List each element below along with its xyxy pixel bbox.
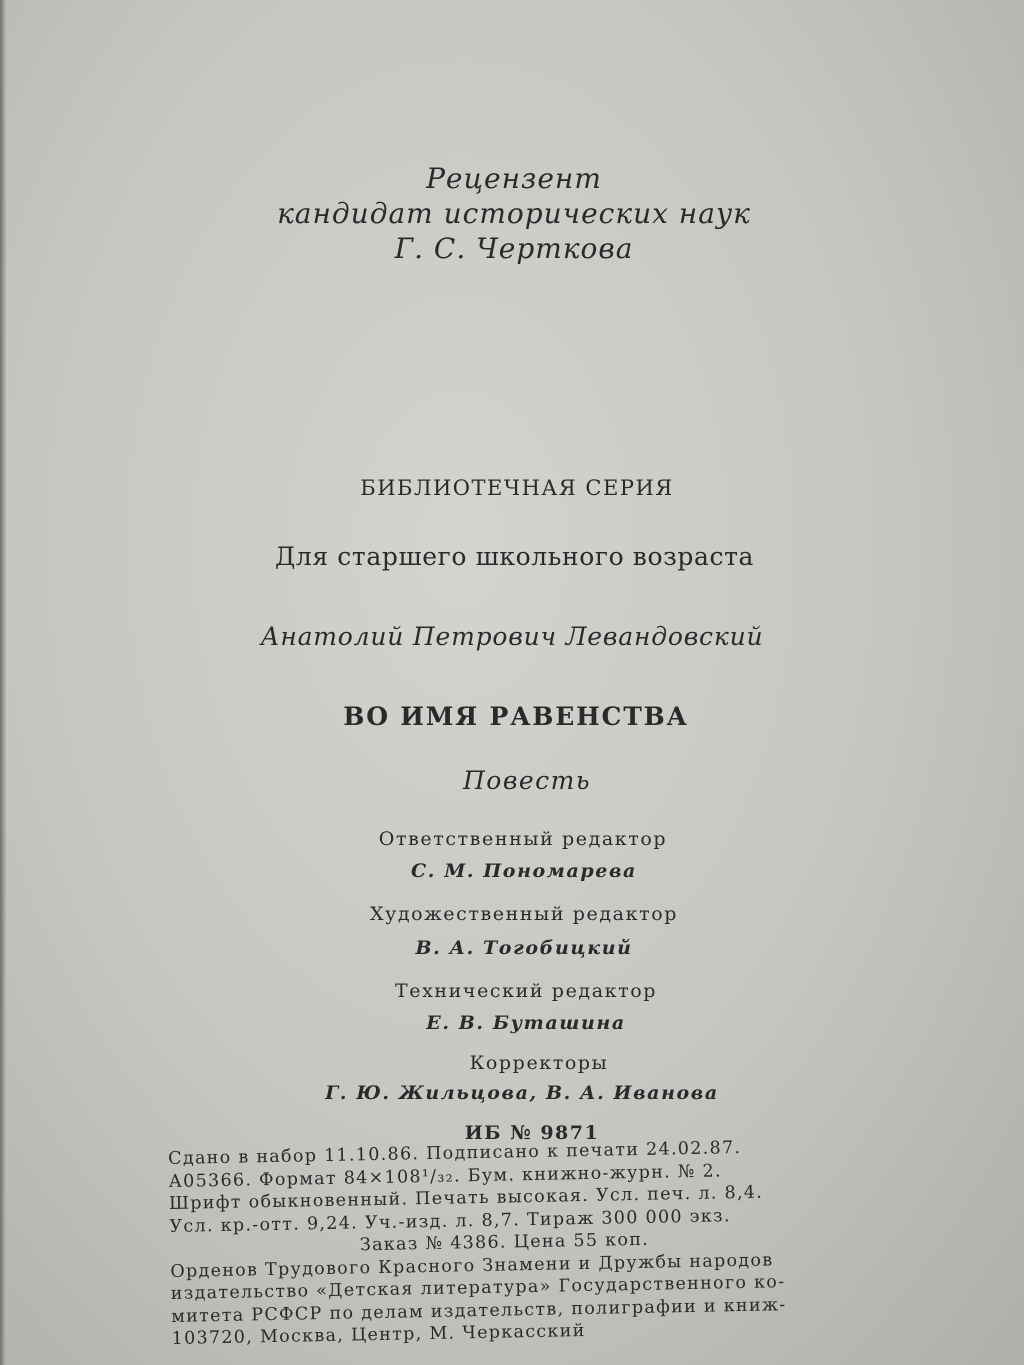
imprint-line: А05366. Формат 84×108¹/₃₂. Бум. книжно-журн. № 2. bbox=[168, 1160, 723, 1192]
book-genre: Повесть bbox=[462, 766, 592, 795]
imprint-line: Сдано в набор 11.10.86. Подписано к печати 24.02.87. bbox=[168, 1137, 742, 1169]
imprint-line: митета РСФСР по делам издательств, полиграфии и книж- bbox=[171, 1294, 787, 1327]
credit-person-technical-editor: Е. В. Буташина bbox=[426, 1012, 626, 1034]
imprint-line: 103720, Москва, Центр, М. Черкасский bbox=[171, 1321, 586, 1349]
reviewer-degree: кандидат исторических наук bbox=[277, 197, 751, 230]
imprint-line: Усл. кр.-отт. 9,24. Уч.-изд. л. 8,7. Тираж 300 000 экз. bbox=[169, 1205, 731, 1237]
series-label: БИБЛИОТЕЧНАЯ СЕРИЯ bbox=[360, 476, 674, 500]
credit-person-responsible-editor: С. М. Пономарева bbox=[411, 860, 637, 882]
imprint-line: Шрифт обыкновенный. Печать высокая. Усл. печ. л. 8,4. bbox=[168, 1182, 764, 1214]
book-title: ВО ИМЯ РАВЕНСТВА bbox=[343, 702, 689, 731]
credit-role-art-editor: Художественный редактор bbox=[369, 903, 679, 925]
credit-person-art-editor: В. А. Тогобицкий bbox=[415, 937, 633, 959]
audience-label: Для старшего школьного возраста bbox=[274, 542, 755, 571]
imprint-line: Заказ № 4386. Цена 55 коп. bbox=[359, 1229, 650, 1256]
reviewer-name: Г. С. Черткова bbox=[394, 232, 634, 265]
imprint-line: Орденов Трудового Красного Знамени и Дружбы народов bbox=[170, 1249, 774, 1282]
credit-role-technical-editor: Технический редактор bbox=[394, 980, 658, 1002]
credit-role-responsible-editor: Ответственный редактор bbox=[378, 828, 668, 850]
imprint-line: издательство «Детская литература» Государственного ко- bbox=[170, 1272, 786, 1304]
ib-number: ИБ № 9871 bbox=[464, 1122, 600, 1144]
imprint-block bbox=[168, 1135, 872, 1351]
reviewer-role: Рецензент bbox=[426, 162, 602, 195]
author-name: Анатолий Петрович Левандовский bbox=[260, 622, 764, 651]
credit-role-proofreaders: Корректоры bbox=[469, 1052, 609, 1074]
credit-person-proofreaders: Г. Ю. Жильцова, В. А. Иванова bbox=[325, 1082, 719, 1104]
